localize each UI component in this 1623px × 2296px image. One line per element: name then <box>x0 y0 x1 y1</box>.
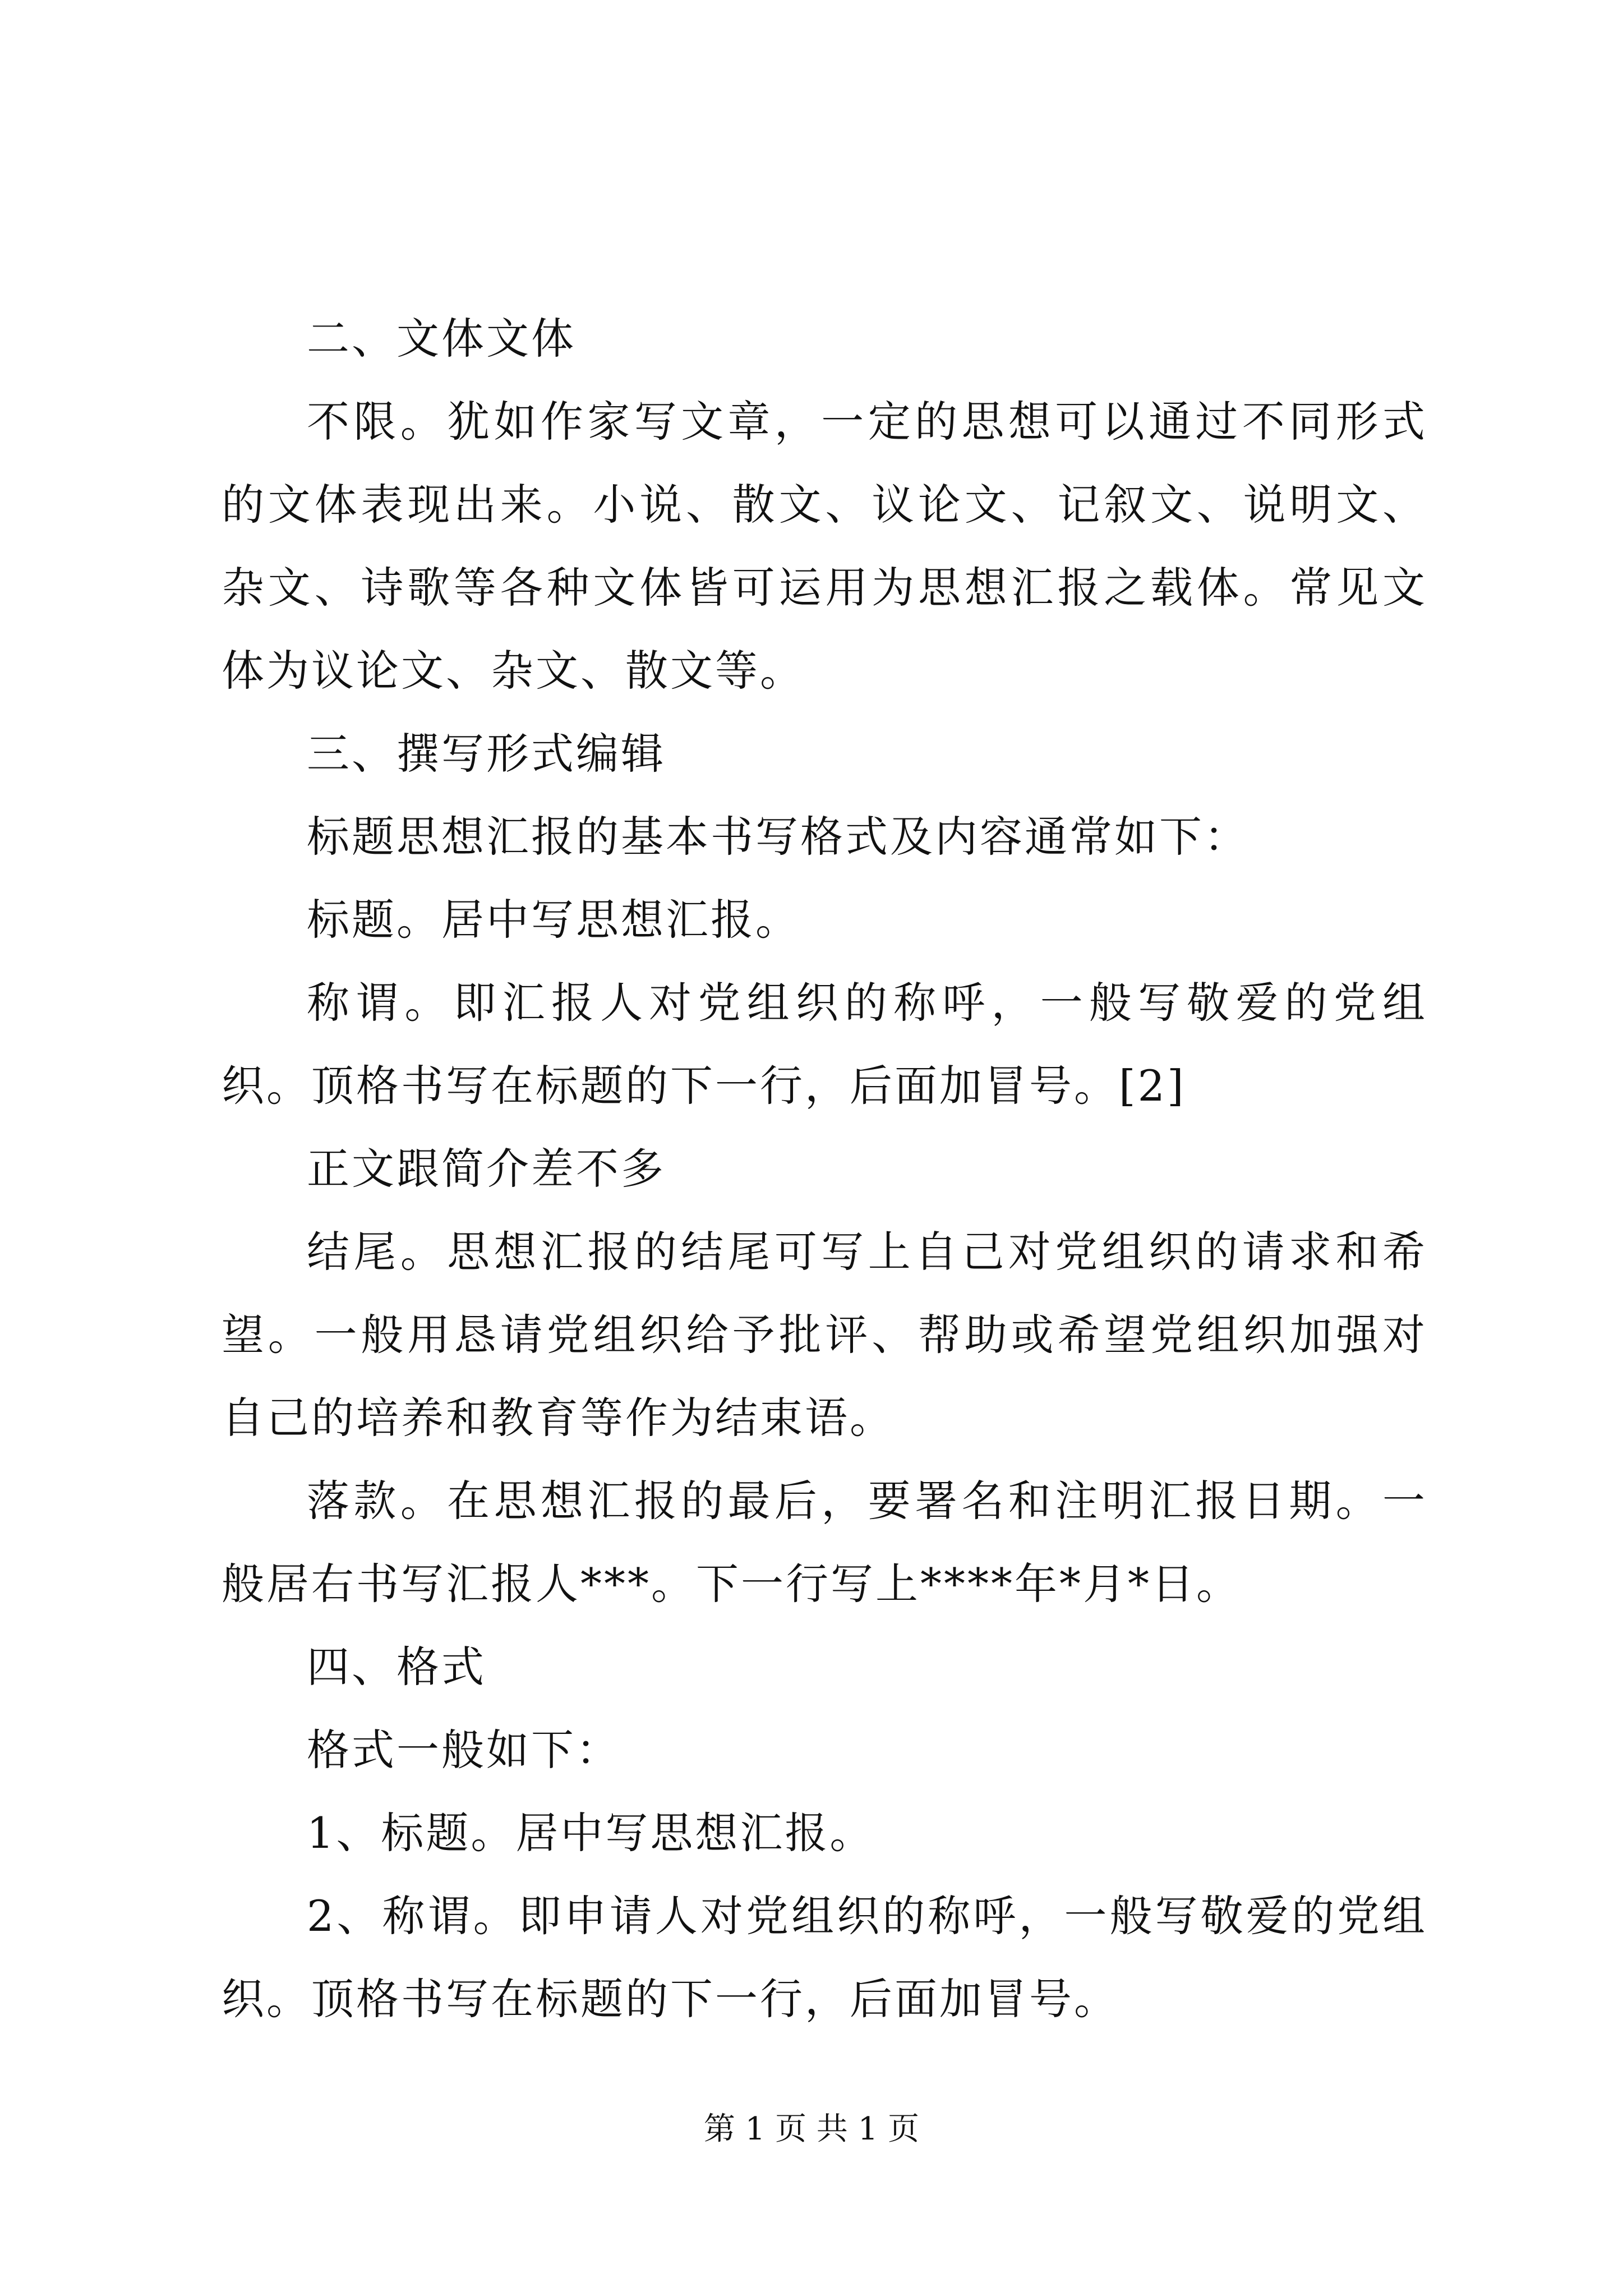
section-heading-genre: 二、文体文体 <box>307 314 576 364</box>
section-heading-writing-format: 三、撰写形式编辑 <box>307 729 666 779</box>
paragraph-ending-rule: 结尾。思想汇报的结尾可写上自己对党组织的请求和希望。一般用恳请党组织给予批评、帮助或希望党组织加强对自己的培养和教育等作为结束语。 <box>222 1227 1427 1443</box>
paragraph-body-rule: 正文跟简介差不多 <box>307 1144 666 1194</box>
paragraph-format-intro: 标题思想汇报的基本书写格式及内容通常如下： <box>307 812 1249 862</box>
paragraph-format-general: 格式一般如下： <box>307 1725 621 1775</box>
section-heading-format: 四、格式 <box>307 1642 486 1692</box>
document-body <box>222 297 1427 2041</box>
paragraph-title-rule: 标题。居中写思想汇报。 <box>307 895 800 945</box>
list-item-salutation: 2、称谓。即申请人对党组织的称呼，一般写敬爱的党组织。顶格书写在标题的下一行，后面加冒号。 <box>222 1891 1427 2024</box>
page-number-footer: 第 1 页 共 1 页 <box>703 2111 920 2147</box>
list-item-title: 1、标题。居中写思想汇报。 <box>307 1808 875 1858</box>
paragraph-salutation-rule: 称谓。即汇报人对党组织的称呼，一般写敬爱的党组织。顶格书写在标题的下一行，后面加冒号。[2] <box>222 978 1427 1111</box>
paragraph-genre-description: 不限。犹如作家写文章，一定的思想可以通过不同形式的文体表现出来。小说、散文、议论文、记叙文、说明文、杂文、诗歌等各种文体皆可运用为思想汇报之载体。常见文体为议论文、杂文、散文等。 <box>222 397 1427 696</box>
paragraph-signature-rule: 落款。在思想汇报的最后，要署名和注明汇报日期。一般居右书写汇报人***。下一行写上****年*月*日。 <box>222 1476 1427 1609</box>
